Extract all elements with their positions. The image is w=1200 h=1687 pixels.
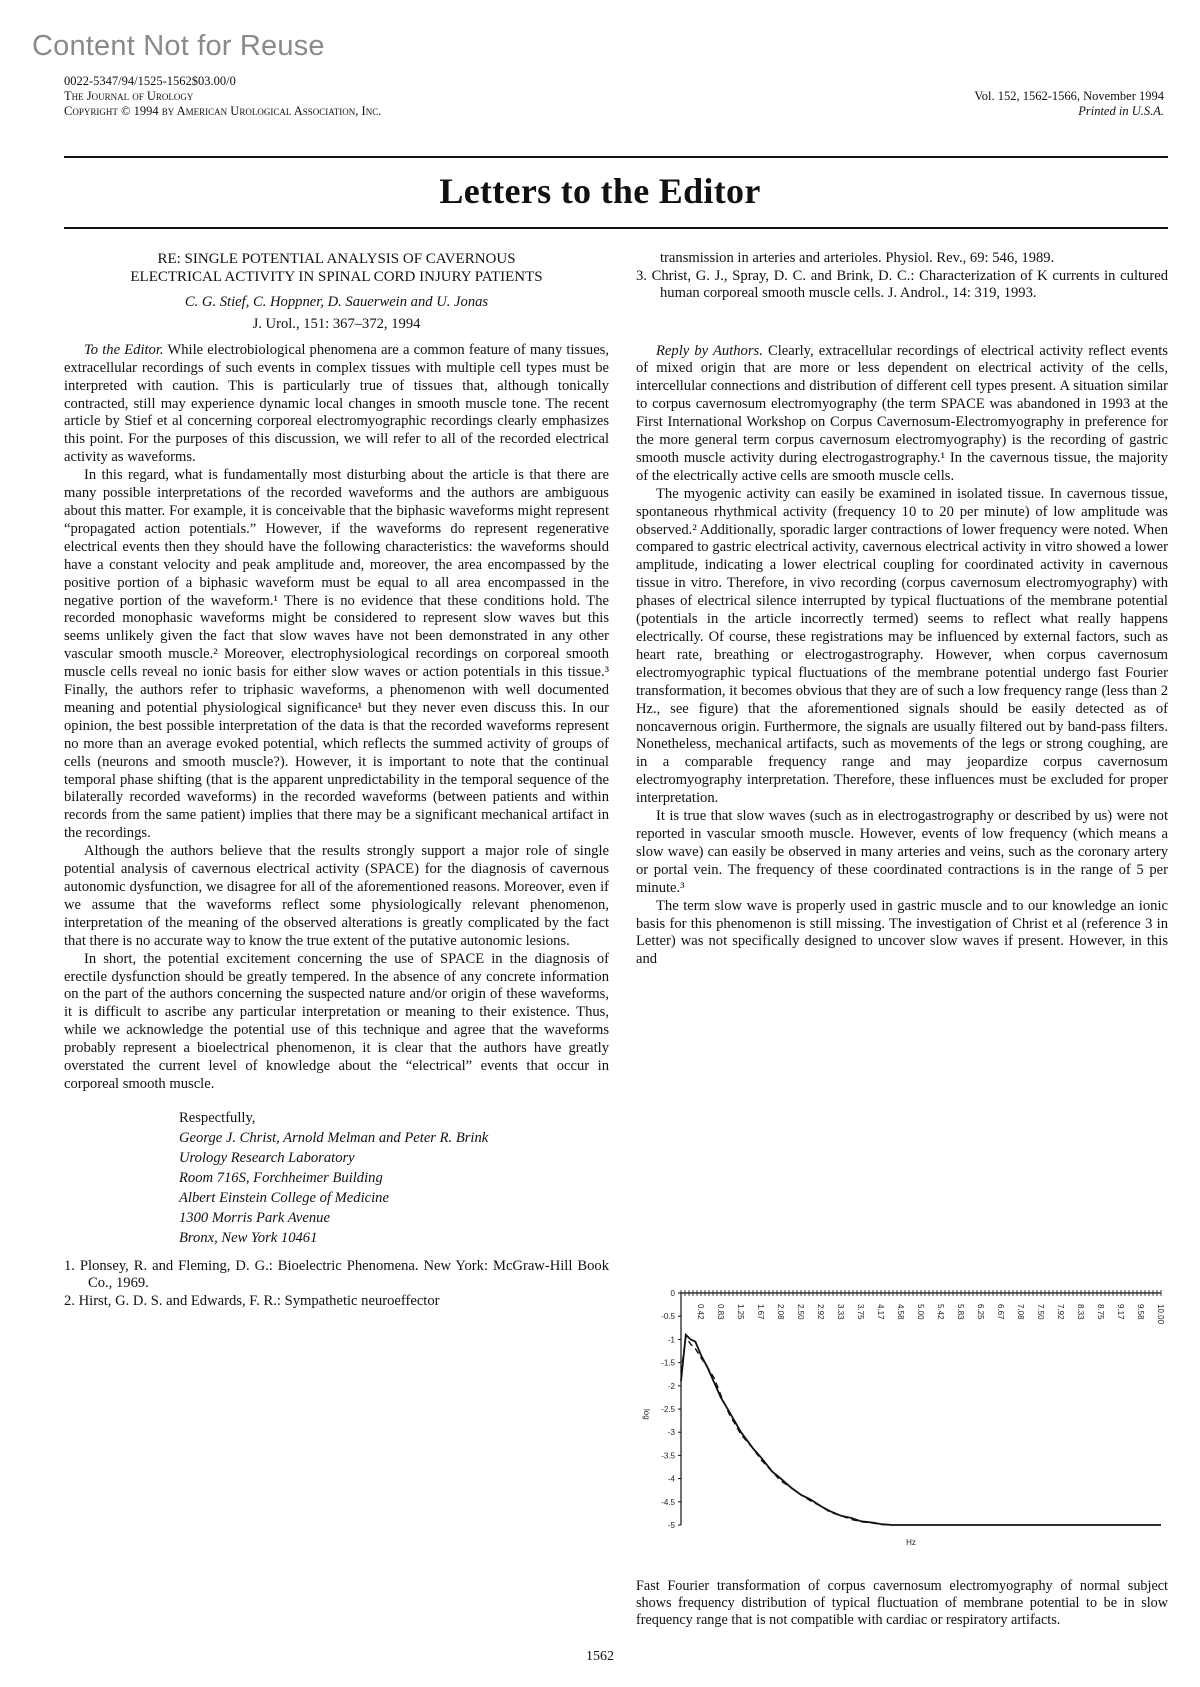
- signature-city: Bronx, New York 10461: [179, 1229, 318, 1246]
- y-tick-label: -3: [667, 1428, 675, 1438]
- signature-street: 1300 Morris Park Avenue: [179, 1209, 330, 1226]
- y-axis-label: log: [642, 1409, 651, 1420]
- y-tick-label: -1.5: [661, 1358, 675, 1368]
- reference-1: 1. Plonsey, R. and Fleming, D. G.: Bioelectric Phenomena. New York: McGraw-Hill Book Co., 1969.: [64, 1257, 609, 1292]
- reply-spacer: [636, 303, 1168, 343]
- reference-2-part1: 2. Hirst, G. D. S. and Edwards, F. R.: Sympathetic neuroeffector: [64, 1292, 440, 1309]
- x-tick-label: 4.17: [876, 1304, 886, 1320]
- right-column: [636, 250, 1168, 969]
- article-code: 0022-5347/94/1525-1562$03.00/0: [64, 74, 236, 88]
- letter-paragraph-3: Although the authors believe that the results strongly support a major role of single potential analysis of cavernous electrical activity (SPACE) for the diagnosis of cavernous autonomic dysfunction, we disagree for all of the aforementioned reasons. Moreover, even if we assume that the waveforms reflect some physiologically relevant phenomenon, interpretation of the meaning of the observed alterations is greatly complicated by the fact that there is no accurate way to know the true extent of the putative autonomic lesions.: [64, 843, 609, 949]
- printed-in: Printed in U.S.A.: [1078, 104, 1164, 118]
- x-tick-label: 6.25: [976, 1304, 985, 1320]
- reply-paragraph-3: It is true that slow waves (such as in electrogastrography or described by us) were not reported in vascular smooth muscle. However, events of low frequency (which means a slow wave) can easily be observed in many arteries and veins, such as the coronary artery or portal vein. The frequency of these coordinated contractions is in the range of 5 per minute.³: [636, 808, 1168, 896]
- x-tick-label: 3.33: [835, 1304, 845, 1320]
- left-column: [64, 250, 609, 1310]
- salutation: To the Editor.: [84, 341, 164, 358]
- y-tick-label: -1: [667, 1335, 675, 1345]
- reference-3: 3. Christ, G. J., Spray, D. C. and Brink, D. C.: Characterization of K currents in cultured human corporeal smooth muscle cells. J. Androl., 14: 319, 1993.: [636, 267, 1168, 301]
- signature-college: Albert Einstein College of Medicine: [179, 1189, 389, 1206]
- x-axis-label: Hz: [906, 1538, 916, 1547]
- reply-p1-text: Clearly, extracellular recordings of electrical activity reflect events of mixed origin that are more or less dependent on electrical activity of the cells, intercellular connections and distribution of different cell types present. A situation similar to corpus cavernosum electromyography (the term SPACE was abandoned in 1993 at the First International Workshop on Corpus Cavernosum-Electromyography in preference for the more general term corpus cavernosum electromyography) is the recording of gastric smooth muscle activity during electrogastrography.¹ In the cavernous tissue, the majority of the electrically active cells are smooth muscle cells.: [636, 342, 1168, 484]
- series-line-solid: [681, 1335, 1161, 1525]
- copyright: Copyright © 1994 by American Urological Association, Inc.: [64, 104, 382, 118]
- x-tick-label: 9.58: [1135, 1304, 1145, 1320]
- x-tick-label: 8.75: [1096, 1304, 1105, 1320]
- y-tick-label: -2: [667, 1381, 675, 1391]
- reply-paragraph-4: The term slow wave is properly used in gastric muscle and to our knowledge an ionic basis for this phenomenon is still missing. The investigation of Christ et al (reference 3 in Letter) was not specifically designed to uncover slow waves if present. However, in this and: [636, 897, 1168, 968]
- header-left: [64, 74, 381, 119]
- letter-authors: C. G. Stief, C. Hoppner, D. Sauerwein and U. Jonas: [184, 294, 489, 310]
- journal-name: The Journal of Urology: [64, 89, 194, 103]
- x-tick-label: 8.33: [1075, 1304, 1085, 1320]
- volume-info: Vol. 152, 1562-1566, November 1994: [974, 89, 1164, 103]
- x-tick-label: 0.42: [696, 1304, 706, 1320]
- y-tick-label: -5: [667, 1521, 675, 1530]
- x-tick-label: 5.42: [936, 1304, 946, 1320]
- page-number: 1562: [586, 1649, 614, 1664]
- y-tick-label: 0: [670, 1289, 675, 1298]
- letter-paragraph-1: [64, 342, 609, 467]
- x-tick-label: 9.17: [1116, 1304, 1126, 1320]
- x-tick-label: 2.92: [816, 1304, 826, 1320]
- x-axis: [681, 1290, 1165, 1325]
- plot-area: [681, 1335, 1161, 1525]
- x-tick-label: 1.67: [756, 1304, 766, 1320]
- letter-p1-text: While electrobiological phenomena are a common feature of many tissues, extracellular recordings of such events in complex tissues with multiple cell types must be interpreted with caution. This is particularly true of tissues that, although tonically contracted, still may experience dynamic local changes in smooth muscle tone. The recent article by Stief et al concerning corporeal electromyographic recordings clearly emphasizes this point. For the purposes of this discussion, we will refer to all of the recorded electrical activity as waveforms.: [64, 341, 609, 466]
- reference-2-part2: transmission in arteries and arterioles. Physiol. Rev., 69: 546, 1989.: [660, 250, 1055, 266]
- reply-lead: Reply by Authors.: [656, 342, 763, 359]
- signature-room: Room 716S, Forchheimer Building: [179, 1169, 383, 1186]
- x-tick-label: 1.25: [736, 1304, 745, 1320]
- x-tick-label: 2.08: [775, 1304, 785, 1320]
- reply-paragraph-2: The myogenic activity can easily be examined in isolated tissue. In cavernous tissue, spontaneous rhythmical activity (frequency 10 to 20 per minute) of low amplitude was observed.² Additionally, sporadic larger contractions of lower frequency were noted. When compared to gastric electrical activity, cavernous electrical activity in vitro showed a lower amplitude, indicating a lower electrical coupling for coordinated activity in cavernous tissue in vitro. Therefore, in vivo recording (corpus cavernosum electromyography) with phases of electrical silence interrupted by typical fluctuations of the membrane potential (potentials in the article incorrectly termed) seems to reflect what really happens electrically. Of course, these registrations may be influenced by external factors, such as heart rate, breathing or electrogastrography. However, when corpus cavernosum electromyographic typical fluctuations of the membrane potential undergo fast Fourier transformation, it becomes obvious that they are of such a low frequency range (less than 2 Hz., see figure) that the aforementioned signals should be easily detected as of noncavernous origin. Furthermore, the signals are usually filtered out by band-pass filters. Nonetheless, mechanical artifacts, such as movements of the legs or strong coughing, are in a comparable frequency range and may jeopardize corpus cavernosum electromyography interpretation. Therefore, these influences must be excluded for proper interpretation.: [636, 485, 1168, 807]
- fft-chart: [636, 1275, 1168, 1565]
- x-tick-label: 0.83: [715, 1304, 725, 1320]
- reply-paragraph-1: [636, 343, 1168, 486]
- title-box: [0, 170, 1200, 212]
- signature-names: George J. Christ, Arnold Melman and Peter R. Brink: [179, 1129, 489, 1146]
- x-tick-label: 2.50: [796, 1304, 805, 1320]
- x-tick-label: 5.83: [955, 1304, 965, 1320]
- references-left: [64, 1258, 609, 1311]
- x-tick-label: 4.58: [895, 1304, 905, 1320]
- x-tick-label: 7.92: [1056, 1304, 1066, 1320]
- x-tick-label: 3.75: [856, 1304, 865, 1320]
- closing: Respectfully,: [179, 1109, 256, 1126]
- y-tick-label: -4: [667, 1474, 675, 1484]
- top-rule: [64, 156, 1168, 158]
- signature-lab: Urology Research Laboratory: [179, 1149, 355, 1166]
- watermark: Content Not for Reuse: [32, 30, 325, 62]
- y-tick-label: -4.5: [661, 1497, 675, 1507]
- letter-title-line2: ELECTRICAL ACTIVITY IN SPINAL CORD INJURY PATIENTS: [130, 269, 543, 285]
- letter-title-line1: RE: SINGLE POTENTIAL ANALYSIS OF CAVERNOUS: [157, 251, 516, 267]
- y-axis: [661, 1289, 681, 1530]
- title-rule: [64, 227, 1168, 229]
- x-tick-label: 5.00: [916, 1304, 925, 1320]
- series-line-dashed: [681, 1337, 892, 1525]
- y-tick-label: -2.5: [661, 1405, 675, 1414]
- header-right: [974, 89, 1164, 119]
- x-tick-label: 7.08: [1015, 1304, 1025, 1320]
- y-tick-label: -0.5: [661, 1312, 675, 1322]
- letter-paragraph-4: In short, the potential excitement concerning the use of SPACE in the diagnosis of erectile dysfunction should be greatly tempered. In the absence of any concrete information on the part of the authors concerning the suspected nature and/or origin of these waveforms, it is difficult to ascribe any particular interpretation or meaning to their existence. Thus, while we acknowledge the potential use of this technique and agree that the waveforms probably represent a bioelectrical phenomenon, it is clear that the authors have greatly overstated the current level of knowledge about the “electrical” events that occur in corporeal smooth muscle.: [64, 950, 609, 1092]
- x-tick-label: 6.67: [996, 1304, 1006, 1320]
- x-tick-label: 10.00: [1156, 1304, 1165, 1325]
- references-right: [636, 250, 1168, 303]
- letter-citation: J. Urol., 151: 367–372, 1994: [252, 315, 421, 332]
- signature-block: [179, 1108, 609, 1248]
- page-title: Letters to the Editor: [439, 171, 761, 211]
- figure-caption: Fast Fourier transformation of corpus cavernosum electromyography of normal subject shows frequency distribution of typical fluctuation of membrane potential to be in slow frequency range that is not compatible with cardiac or respiratory artifacts.: [636, 1578, 1168, 1628]
- y-tick-label: -3.5: [661, 1451, 675, 1461]
- letter-paragraph-2: In this regard, what is fundamentally most disturbing about the article is that there are many possible interpretations of the recorded waveforms and the authors are ambiguous about this matter. For example, it is conceivable that the biphasic waveforms might represent “propagated action potentials.” However, if the waveforms do represent regenerative electrical events then they should have the following characteristics: the waveforms should have a constant velocity and peak amplitude and, moreover, the area encompassed by the positive portion of a biphasic waveform must be equal to all area encompassed in the negative portion of the waveform.¹ There is no evidence that these conditions hold. The recorded monophasic waveforms might be considered to represent slow waves but this seems unlikely given the fact that slow waves have not been demonstrated in any other vascular smooth muscle.² Moreover, electrophysiological recordings on corporeal smooth muscle cells reveal no ionic basis for either slow waves or action potentials in this tissue.³ Finally, the authors refer to triphasic waveforms, a phenomenon with well documented meaning and potential physiological significance¹ but they never even discuss this. In our opinion, the best possible interpretation of the data is that the recorded waveforms represent no more than an average evoked potential, which reflects the summed activity of groups of cells (neurons and smooth muscle?). However, it is important to note that the continual temporal phase shifting (that is the apparent unpredictability in the temporal sequence of the bilaterally recorded waveforms) in the recorded waveforms (between patients and within records from the same patient) implies that there may be a significant mechanical artifact in the recordings.: [64, 467, 609, 842]
- x-tick-label: 7.50: [1036, 1304, 1045, 1320]
